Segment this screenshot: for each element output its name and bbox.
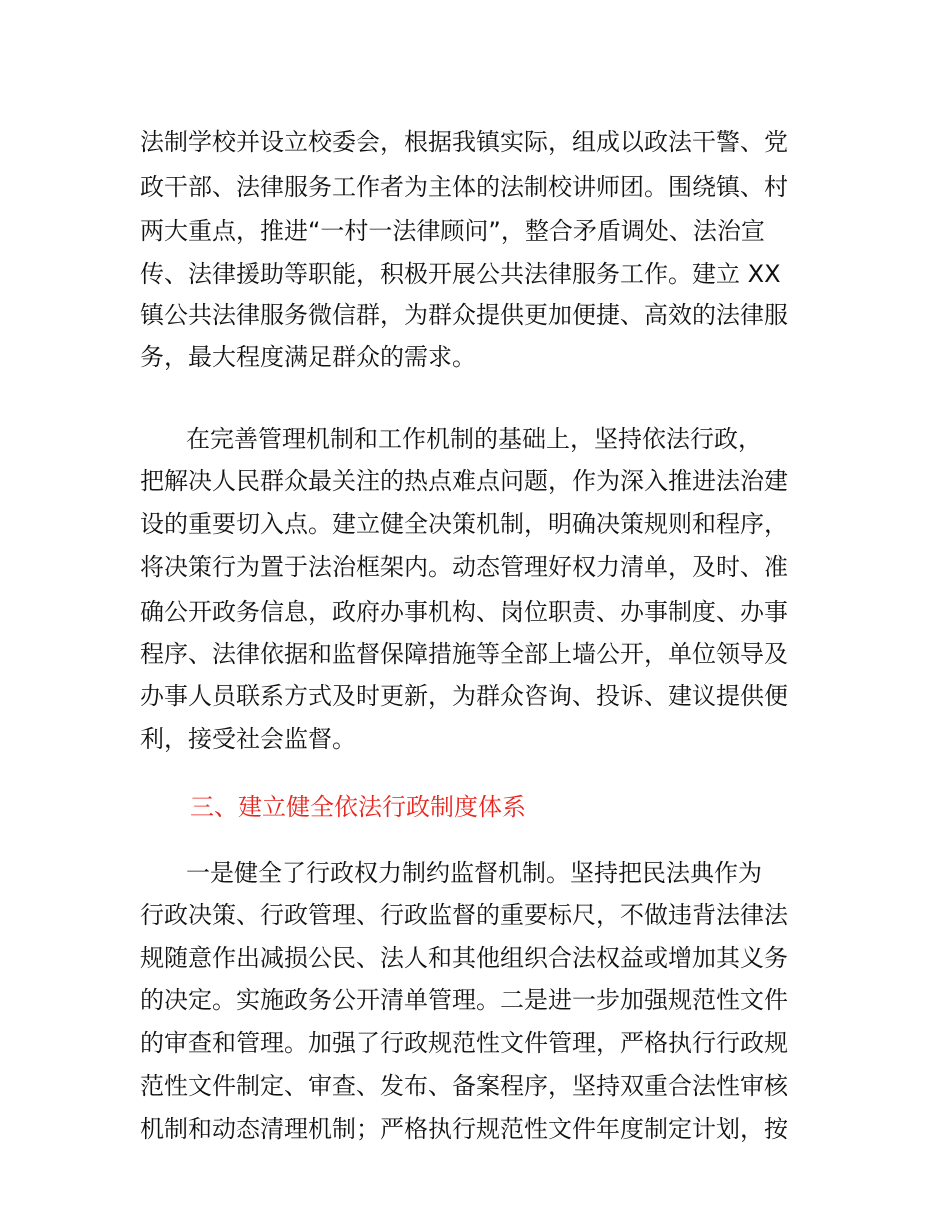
text-line: 务，最大程度满足群众的需求。 — [140, 343, 476, 371]
text-line: 把解决人民群众最关注的热点难点问题，作为深入推进法治建 — [140, 467, 788, 495]
text-line: 政干部、法律服务工作者为主体的法制校讲师团。围绕镇、村 — [140, 173, 788, 201]
text-line: 镇公共法律服务微信群，为群众提供更加便捷、高效的法律服 — [140, 301, 788, 329]
text-line: 确公开政务信息，政府办事机构、岗位职责、办事制度、办事 — [140, 598, 788, 626]
text-line: 机制和动态清理机制；严格执行规范性文件年度制定计划，按 — [140, 1115, 788, 1143]
text-line: 一是健全了行政权力制约监督机制。坚持把民法典作为 — [186, 859, 762, 887]
text-line: 程序、法律依据和监督保障措施等全部上墙公开，单位领导及 — [140, 640, 788, 668]
text-line: 规随意作出减损公民、法人和其他组织合法权益或增加其义务 — [140, 944, 788, 972]
text-line: 在完善管理机制和工作机制的基础上，坚持依法行政， — [186, 425, 762, 453]
text-line: 设的重要切入点。建立健全决策机制，明确决策规则和程序， — [140, 510, 788, 538]
text-line: 的决定。实施政务公开清单管理。二是进一步加强规范性文件 — [140, 986, 788, 1014]
text-line: 的审查和管理。加强了行政规范性文件管理，严格执行行政规 — [140, 1029, 788, 1057]
text-line: 范性文件制定、审查、发布、备案程序，坚持双重合法性审核 — [140, 1072, 788, 1100]
text-line: 将决策行为置于法治框架内。动态管理好权力清单，及时、准 — [140, 553, 788, 581]
text-line: 传、法律援助等职能，积极开展公共法律服务工作。建立 XX — [140, 260, 781, 288]
text-line: 行政决策、行政管理、行政监督的重要标尺，不做违背法律法 — [140, 901, 788, 929]
text-line: 法制学校并设立校委会，根据我镇实际，组成以政法干警、党 — [140, 128, 788, 156]
text-line: 两大重点，推进“一村一法律顾问”，整合矛盾调处、法治宣 — [140, 217, 765, 245]
text-line: 办事人员联系方式及时更新，为群众咨询、投诉、建议提供便 — [140, 682, 788, 710]
text-line: 利，接受社会监督。 — [140, 725, 356, 753]
section-heading: 三、建立健全依法行政制度体系 — [190, 793, 526, 821]
